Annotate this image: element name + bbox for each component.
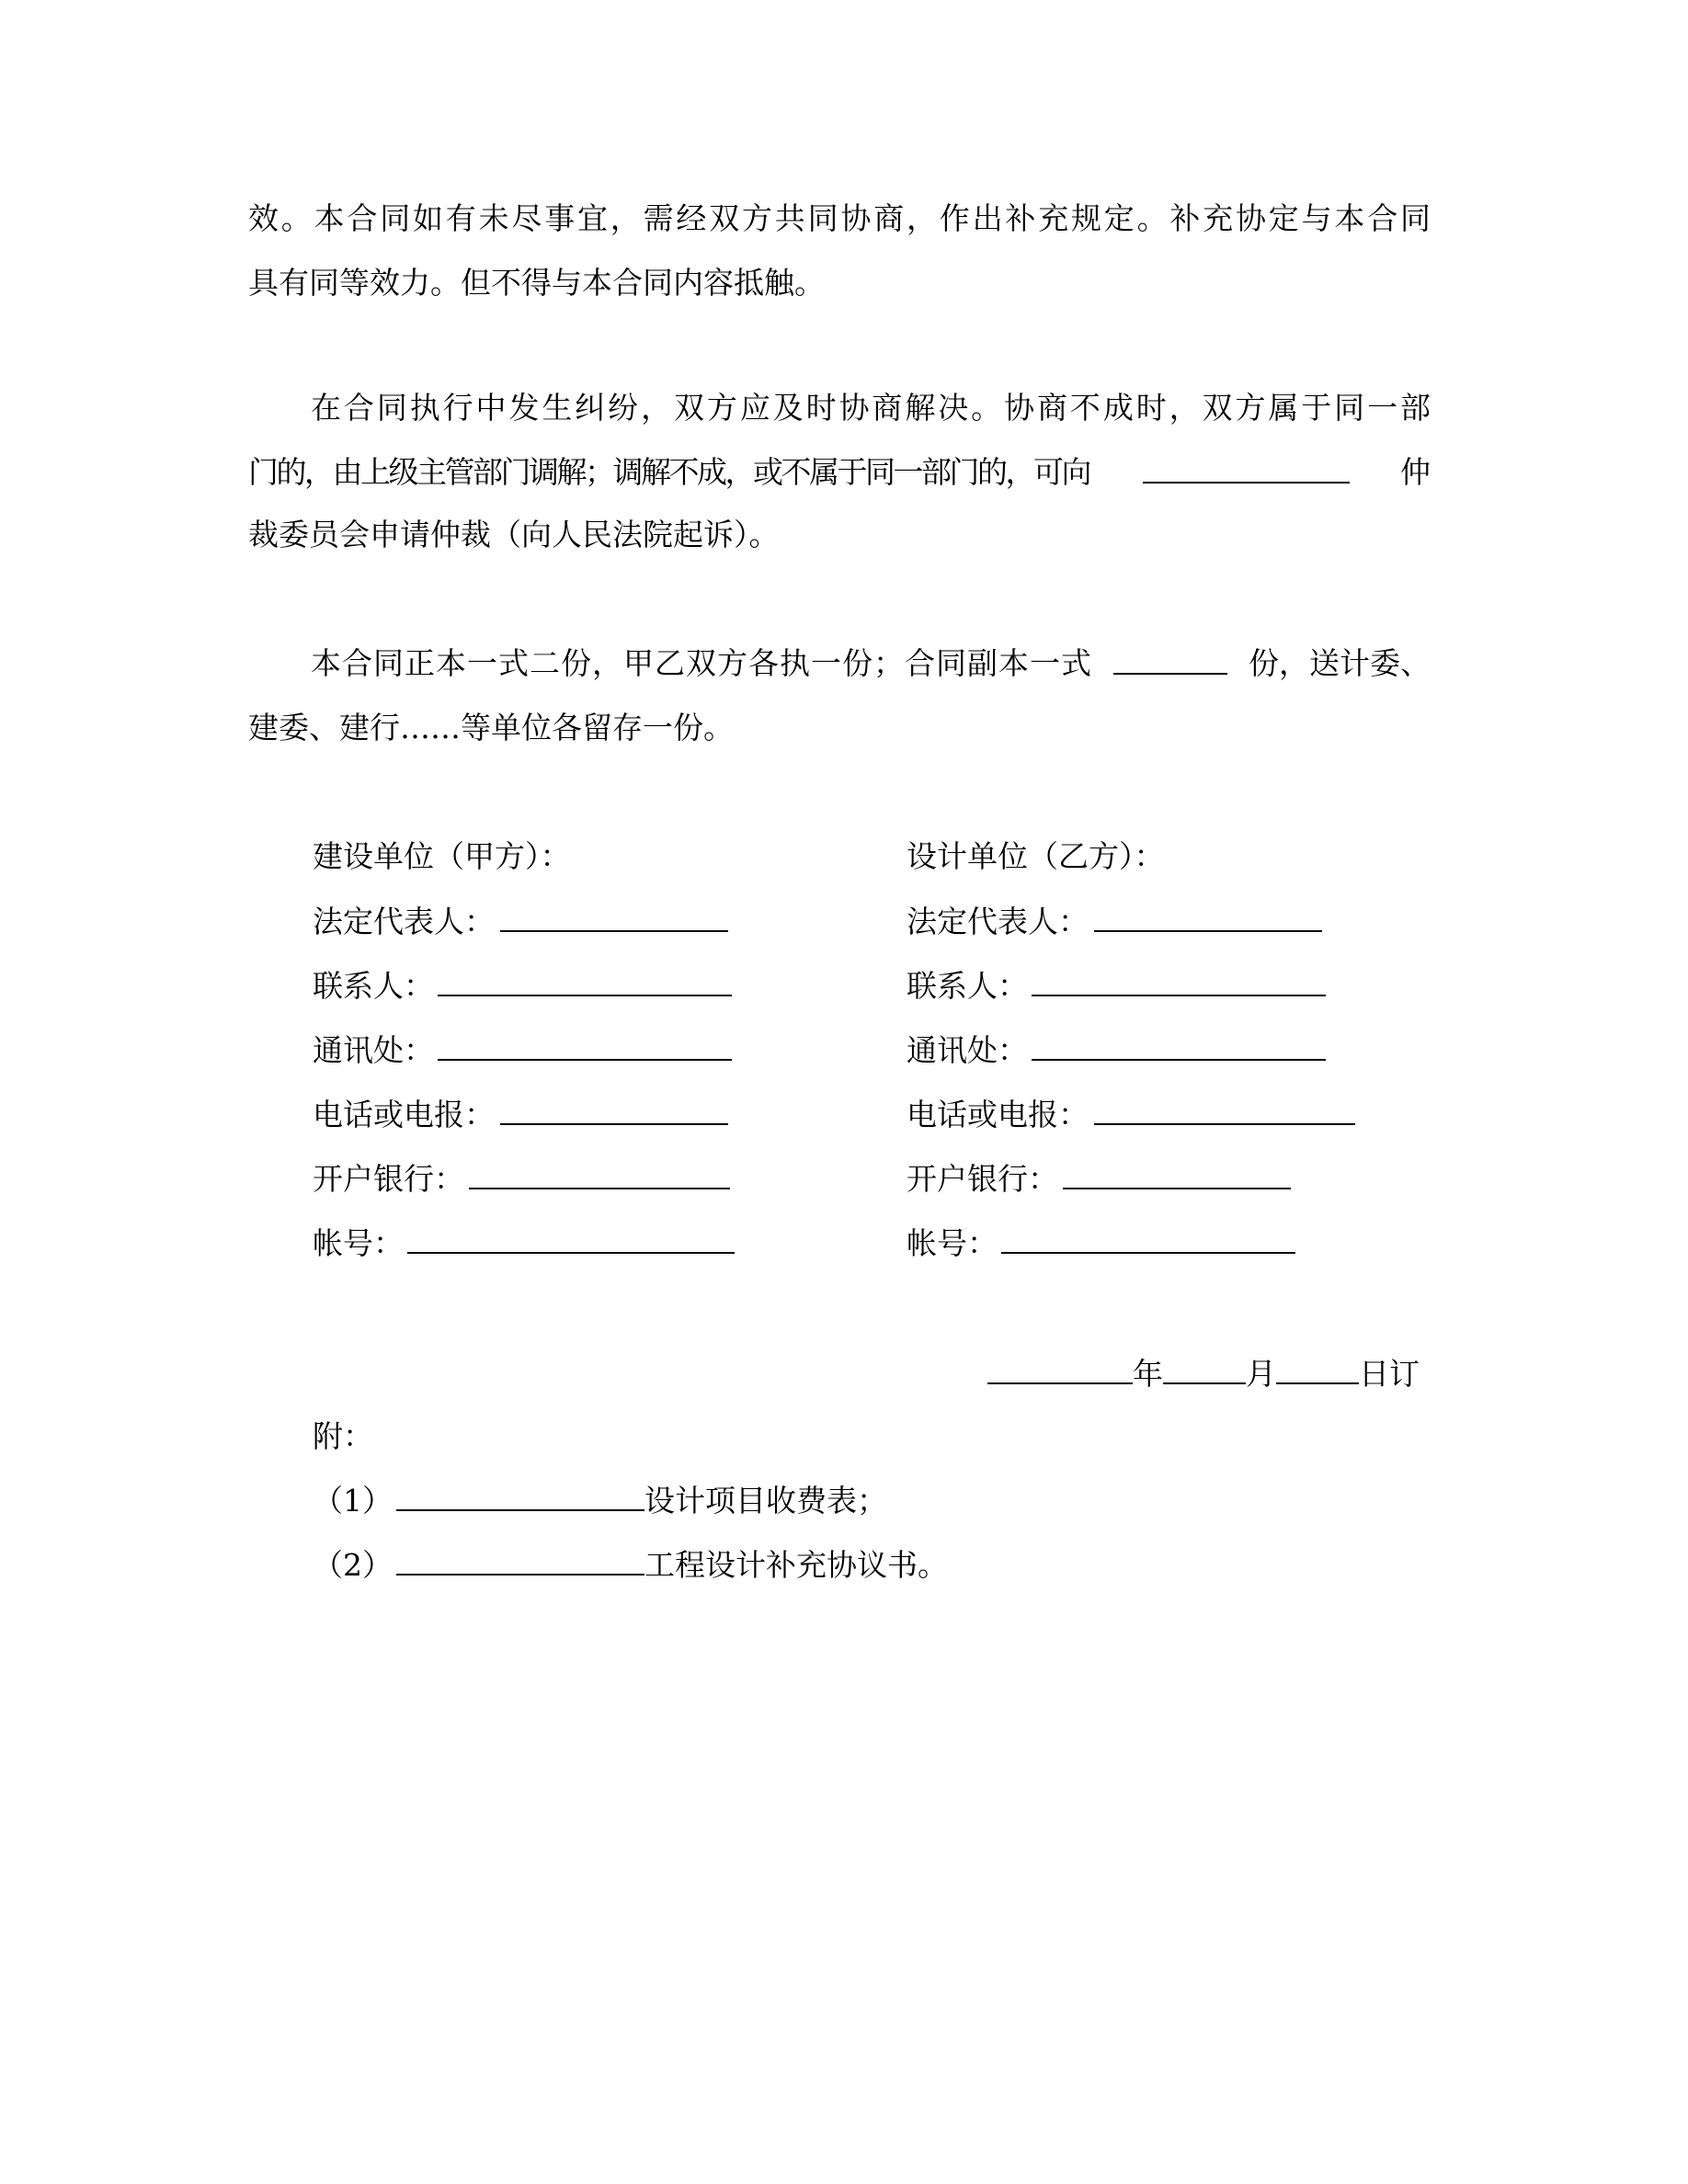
month-blank[interactable] xyxy=(1163,1355,1246,1384)
party-b-phone-row xyxy=(907,1096,1355,1132)
party-b-legal-rep-row xyxy=(907,903,1322,939)
party-a-contact-field[interactable] xyxy=(438,967,732,996)
party-a-bank-field[interactable] xyxy=(469,1160,730,1189)
arbitration-committee-blank[interactable] xyxy=(1143,454,1350,483)
attachment-item xyxy=(313,1482,887,1519)
attachment-text: 工程设计补充协议书。 xyxy=(644,1547,948,1583)
party-a-phone-label: 电话或电报： xyxy=(313,1097,495,1132)
party-a-address-label: 通讯处： xyxy=(313,1032,434,1068)
paragraph-2-line-1: 在合同执行中发生纠纷，双方应及时协商解决。协商不成时，双方属于同一部 xyxy=(311,390,1431,426)
party-b-contact-label: 联系人： xyxy=(907,968,1028,1004)
paragraph-1-line-2: 具有同等效力。但不得与本合同内容抵触。 xyxy=(248,265,825,301)
paragraph-2-line-3: 裁委员会申请仲裁（向人民法院起诉）。 xyxy=(248,517,780,552)
party-b-bank-row xyxy=(907,1160,1291,1197)
attachment-number: （1） xyxy=(313,1483,393,1519)
year-label: 年 xyxy=(1133,1356,1163,1392)
paragraph-3-line-1 xyxy=(311,645,1431,682)
party-b-bank-field[interactable] xyxy=(1063,1160,1291,1189)
party-b-address-row xyxy=(907,1031,1326,1068)
attachment-text: 设计项目收费表； xyxy=(644,1483,887,1519)
party-a-legal-rep-field[interactable] xyxy=(500,903,728,932)
attachment-1-blank[interactable] xyxy=(396,1482,644,1511)
party-a-bank-label: 开户银行： xyxy=(313,1161,464,1197)
day-blank[interactable] xyxy=(1276,1355,1359,1384)
month-label: 月 xyxy=(1246,1356,1276,1392)
party-a-address-field[interactable] xyxy=(438,1031,732,1061)
party-a-account-label: 帐号： xyxy=(313,1225,404,1261)
attachment-number: （2） xyxy=(313,1547,393,1583)
party-a-title: 建设单位（甲方）： xyxy=(313,838,571,874)
party-a-phone-row xyxy=(313,1096,728,1132)
party-a-legal-rep-label: 法定代表人： xyxy=(313,904,495,939)
party-b-bank-label: 开户银行： xyxy=(907,1161,1058,1197)
paragraph-1-line-1: 效。本合同如有未尽事宜，需经双方共同协商，作出补充规定。补充协定与本合同 xyxy=(248,200,1431,236)
party-b-contact-field[interactable] xyxy=(1032,967,1326,996)
copy-count-blank[interactable] xyxy=(1113,645,1227,675)
party-b-legal-rep-field[interactable] xyxy=(1094,903,1322,932)
date-line xyxy=(987,1355,1420,1392)
party-a-bank-row xyxy=(313,1160,730,1197)
paragraph-3-line-2: 建委、建行……等单位各留存一份。 xyxy=(248,710,734,745)
party-a-account-row xyxy=(313,1224,735,1261)
attachments-heading: 附： xyxy=(313,1418,373,1454)
party-b-address-field[interactable] xyxy=(1032,1031,1326,1061)
paragraph-2-line-2-suffix: 仲 xyxy=(1400,454,1431,490)
year-blank[interactable] xyxy=(987,1355,1133,1384)
party-a-account-field[interactable] xyxy=(407,1224,735,1254)
party-a-legal-rep-row xyxy=(313,903,728,939)
day-label: 日订 xyxy=(1359,1356,1420,1392)
party-a-phone-field[interactable] xyxy=(500,1096,728,1125)
party-b-account-label: 帐号： xyxy=(907,1225,998,1261)
paragraph-2-line-2 xyxy=(248,454,1431,491)
attachment-item xyxy=(313,1546,948,1583)
party-a-contact-label: 联系人： xyxy=(313,968,434,1004)
party-b-title: 设计单位（乙方）： xyxy=(907,838,1165,874)
party-b-contact-row xyxy=(907,967,1326,1004)
party-b-legal-rep-label: 法定代表人： xyxy=(907,904,1089,939)
party-a-contact-row xyxy=(313,967,732,1004)
party-a-address-row xyxy=(313,1031,732,1068)
party-b-phone-field[interactable] xyxy=(1094,1096,1355,1125)
party-b-account-row xyxy=(907,1224,1295,1261)
paragraph-3-line-1-text: 本合同正本一式二份，甲乙双方各执一份；合同副本一式 xyxy=(311,645,1092,681)
attachment-2-blank[interactable] xyxy=(396,1546,644,1575)
party-b-account-field[interactable] xyxy=(1001,1224,1295,1254)
paragraph-2-line-2-text: 门的，由上级主管部门调解；调解不成，或不属于同一部门的，可向 xyxy=(248,454,1089,490)
party-b-address-label: 通讯处： xyxy=(907,1032,1028,1068)
party-b-phone-label: 电话或电报： xyxy=(907,1097,1089,1132)
paragraph-3-line-1-suffix: 份，送计委、 xyxy=(1249,645,1431,681)
